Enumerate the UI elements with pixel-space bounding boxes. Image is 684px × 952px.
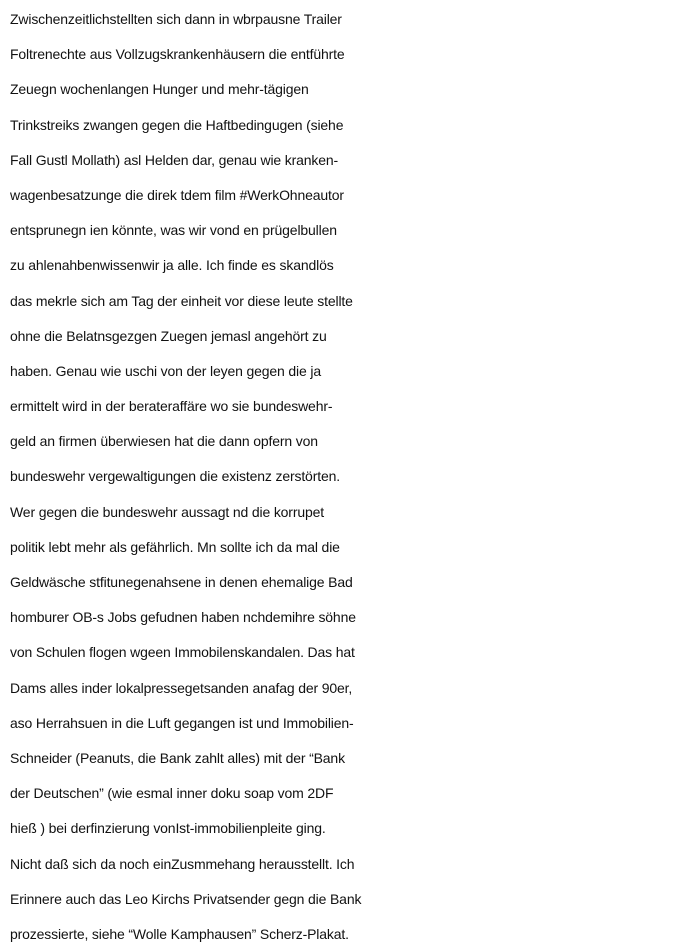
- text-line-10: ohne die Belatnsgezgen Zuegen jemasl angehört zu: [10, 327, 327, 344]
- text-line-16: politik lebt mehr als gefährlich. Mn sollte ich da mal die: [10, 538, 340, 555]
- body-text: [10, 2, 680, 952]
- text-line-13: geld an firmen überwiesen hat die dann opfern von: [10, 433, 318, 450]
- text-line-18: homburer OB-s Jobs gefudnen haben nchdemihre söhne: [10, 609, 356, 626]
- text-line-9: das mekrle sich am Tag der einheit vor diese leute stellte: [10, 292, 353, 309]
- text-line-5: Fall Gustl Mollath) asl Helden dar, genau wie kranken-: [10, 151, 339, 168]
- text-line-6: wagenbesatzunge die direk tdem film #WerkOhneautor: [10, 186, 344, 203]
- text-line-26: Erinnere auch das Leo Kirchs Privatsender gegn die Bank: [10, 890, 362, 907]
- text-line-1: Zwischenzeitlichstellten sich dann in wbrpausne Trailer: [10, 11, 342, 27]
- text-line-17: Geldwäsche stfitunegenahsene in denen ehemalige Bad: [10, 574, 353, 590]
- text-line-20: Dams alles inder lokalpressegetsanden anafag der 90er,: [10, 679, 353, 696]
- text-line-14: bundeswehr vergewaltigungen die existenz zerstörten.: [10, 468, 340, 485]
- text-line-24: hieß ) bei derfinzierung vonIst-immobilienpleite ging.: [10, 820, 326, 837]
- text-line-22: Schneider (Peanuts, die Bank zahlt alles) mit der “Bank: [10, 749, 345, 766]
- text-line-25: Nicht daß sich da noch einZusmmehang herausstellt. Ich: [10, 855, 355, 872]
- text-line-4: Trinkstreiks zwangen gegen die Haftbedingugen (siehe: [10, 116, 344, 133]
- text-line-3: Zeuegn wochenlangen Hunger und mehr-tägigen: [10, 81, 309, 98]
- text-line-8: zu ahlenahbenwissenwir ja alle. Ich finde es skandlös: [10, 257, 334, 274]
- text-line-2: Foltrenechte aus Vollzugskrankenhäusern die entführte: [10, 46, 345, 63]
- text-line-11: haben. Genau wie uschi von der leyen gegen die ja: [10, 362, 321, 379]
- text-line-12: ermittelt wird in der berateraffäre wo sie bundeswehr-: [10, 398, 333, 415]
- text-line-15: Wer gegen die bundeswehr aussagt nd die korrupet: [10, 503, 324, 520]
- text-line-7: entsprunegn ien könnte, was wir vond en prügelbullen: [10, 222, 337, 239]
- text-line-27: prozessierte, siehe “Wolle Kamphausen” Scherz-Plakat.: [10, 925, 349, 942]
- text-line-19: von Schulen flogen wgeen Immobilenskandalen. Das hat: [10, 644, 355, 661]
- text-line-23: der Deutschen” (wie esmal inner doku soap vom 2DF: [10, 785, 334, 802]
- text-line-21: aso Herrahsuen in die Luft gegangen ist und Immobilien-: [10, 714, 354, 731]
